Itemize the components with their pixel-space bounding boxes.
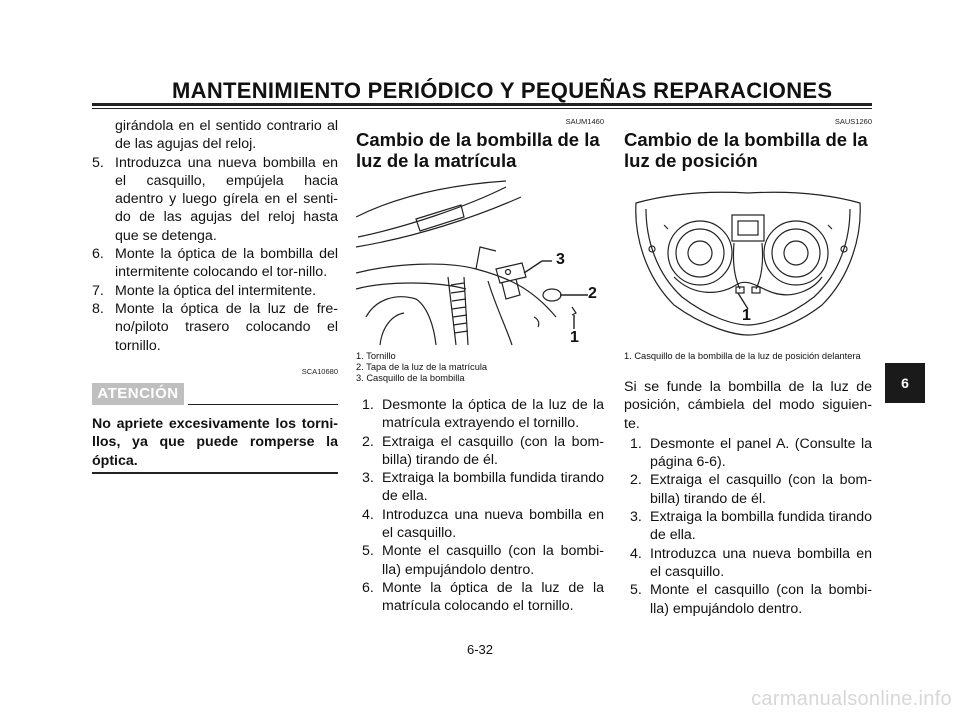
list-item: 6. Monte la óptica de la bombilla del intermitente colocando el tor-nillo. bbox=[92, 246, 338, 281]
list-item: 2. Extraiga el casquillo (con la bom-billa) tirando de él. bbox=[362, 433, 604, 468]
header-rule bbox=[92, 103, 872, 106]
list-item: 5. Monte el casquillo (con la bombi-lla) empujándolo dentro. bbox=[630, 582, 872, 617]
page-number: 6-32 bbox=[466, 642, 494, 657]
license-light-figure bbox=[356, 177, 604, 347]
list-item: 4. Introduzca una nueva bombilla en el casquillo. bbox=[630, 545, 872, 580]
page-header-title: MANTENIMIENTO PERIÓDICO Y PEQUEÑAS REPARACIONES bbox=[172, 78, 833, 103]
list-item: 5. Monte el casquillo (con la bombi-lla) empujándolo dentro. bbox=[362, 543, 604, 578]
list-item: 5. Introduzca una nueva bombilla en el casquillo, empújela hacia adentro y luego gírela en el senti-do de las agujas del reloj hasta que se detenga. bbox=[92, 154, 338, 244]
list-item: 3. Extraiga la bombilla fundida tirando de ella. bbox=[362, 470, 604, 505]
column-2 bbox=[356, 117, 604, 616]
callout-1: 1 bbox=[570, 329, 579, 346]
caution-badge: ATENCIÓN bbox=[92, 383, 184, 405]
figure-caption bbox=[624, 351, 872, 362]
section-code: SAUS1260 bbox=[834, 117, 872, 126]
section-code: SAUM1460 bbox=[565, 117, 604, 126]
caution-code: SCA10680 bbox=[301, 366, 338, 376]
caption-line: 2. Tapa de la luz de la matrícula bbox=[356, 362, 488, 372]
figure-caption bbox=[356, 351, 604, 384]
position-light-figure bbox=[624, 177, 872, 347]
chapter-tab: 6 bbox=[885, 363, 925, 403]
section-heading: Cambio de la bombilla de la luz de la matrícula bbox=[356, 129, 600, 171]
intro-paragraph: Si se funde la bombilla de la luz de posición, cámbiela del modo siguien-te. bbox=[624, 379, 872, 432]
watermark: carmanualsonline.info bbox=[751, 688, 952, 710]
list-item: 1. Desmonte el panel A. (Consulte la página 6-6). bbox=[630, 435, 872, 471]
callout-2: 2 bbox=[588, 285, 597, 302]
callout-3: 3 bbox=[556, 251, 565, 268]
caution-end-rule bbox=[92, 472, 338, 474]
header-rule-thin bbox=[92, 108, 872, 109]
caption-line: 1. Casquillo de la bombilla de la luz de posición delantera bbox=[624, 351, 861, 361]
column-1 bbox=[92, 117, 338, 474]
callout-1: 1 bbox=[742, 307, 751, 324]
list-item: 3. Extraiga la bombilla fundida tirando de ella. bbox=[630, 509, 872, 544]
caution-text: No apriete excesivamente los torni-llos, ya que puede romperse la óptica. bbox=[92, 415, 338, 469]
scooter-rear-illustration bbox=[356, 177, 604, 347]
list-item: 4. Introduzca una nueva bombilla en el casquillo. bbox=[362, 506, 604, 542]
caption-line: 3. Casquillo de la bombilla bbox=[356, 373, 465, 383]
list-item: 6. Monte la óptica de la luz de la matrícula colocando el tornillo. bbox=[362, 579, 604, 615]
list-item: 1. Desmonte la óptica de la luz de la matrícula extrayendo el tornillo. bbox=[362, 397, 604, 432]
col1-steps bbox=[92, 154, 338, 355]
col3-steps bbox=[624, 435, 872, 618]
caution-header bbox=[92, 379, 338, 409]
caption-line: 1. Tornillo bbox=[356, 351, 396, 361]
continued-step-text: girándola en el sentido contrario al de las agujas del reloj. bbox=[115, 118, 338, 153]
list-item: 2. Extraiga el casquillo (con la bom-billa) tirando de él. bbox=[630, 472, 872, 507]
list-item: 7. Monte la óptica del intermitente. bbox=[92, 282, 317, 299]
section-heading: Cambio de la bombilla de la luz de posición bbox=[624, 129, 868, 171]
col2-steps bbox=[356, 396, 604, 616]
column-3 bbox=[624, 117, 872, 618]
caution-rule bbox=[188, 404, 338, 406]
list-item: 8. Monte la óptica de la luz de fre-no/piloto trasero colocando el tornillo. bbox=[92, 300, 338, 354]
